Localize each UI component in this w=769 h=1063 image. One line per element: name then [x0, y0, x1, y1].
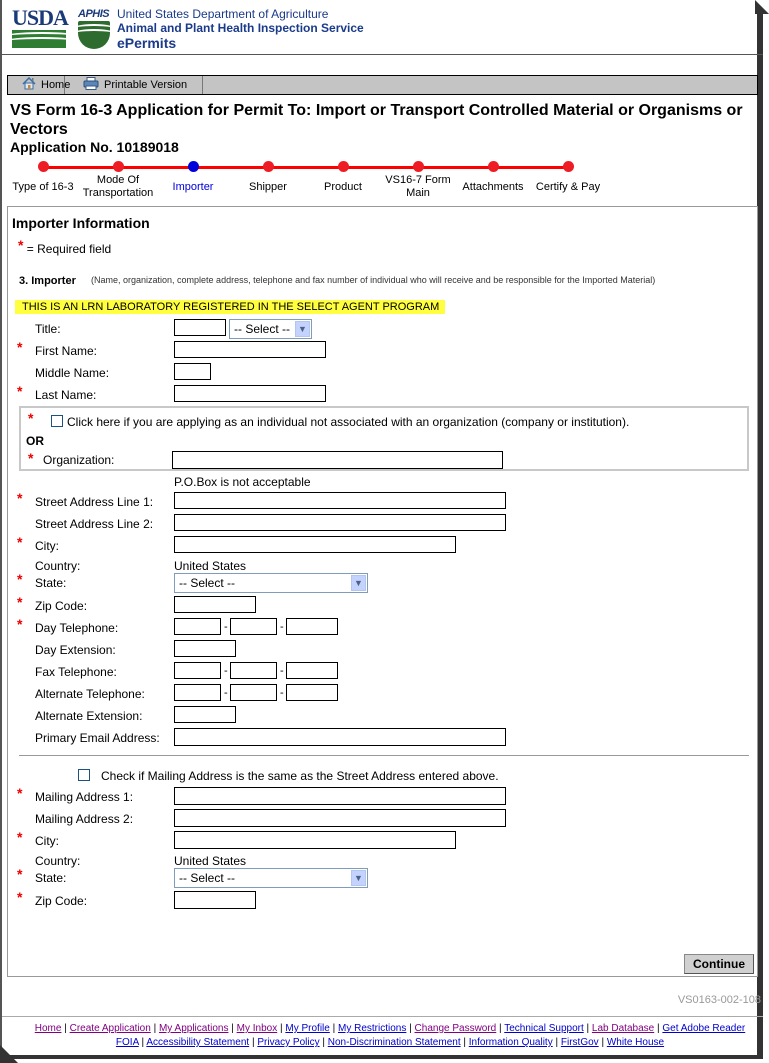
- step-type-of-16-3[interactable]: [3, 160, 83, 201]
- zip-input[interactable]: [174, 596, 256, 613]
- or-label: OR: [26, 434, 44, 448]
- organization-group: [19, 406, 749, 471]
- organization-input[interactable]: [172, 451, 503, 469]
- alt-phone-label: Alternate Telephone:: [35, 687, 145, 701]
- required-star-icon: *: [17, 534, 23, 550]
- day-ext-row: [8, 640, 748, 660]
- footer-link-information-quality[interactable]: Information Quality: [468, 1037, 553, 1048]
- day-phone-area-input[interactable]: [174, 618, 221, 635]
- step-dot-icon: [413, 161, 424, 172]
- last-name-row: [8, 385, 748, 405]
- required-star-icon: *: [28, 450, 34, 466]
- title-row: [8, 319, 748, 339]
- mail-city-row: [8, 831, 748, 851]
- step-attachments[interactable]: [453, 160, 533, 201]
- title-select-value: -- Select --: [234, 322, 291, 336]
- mail-city-label: City:: [35, 834, 59, 848]
- city-label: City:: [35, 539, 59, 553]
- day-phone-label: Day Telephone:: [35, 621, 119, 635]
- step-label: Mode Of Transportation: [82, 174, 154, 199]
- required-star-icon: *: [28, 410, 34, 426]
- step-label: Importer: [172, 180, 214, 193]
- step-shipper[interactable]: [228, 160, 308, 201]
- footer-links: [20, 1022, 760, 1050]
- middle-name-label: Middle Name:: [35, 366, 110, 380]
- importer-label: 3. Importer: [19, 275, 76, 287]
- usda-logo-band: [12, 30, 66, 48]
- mail1-input[interactable]: [174, 787, 506, 805]
- footer-link-white-house[interactable]: White House: [606, 1037, 665, 1048]
- footer-link-foia[interactable]: FOIA: [115, 1037, 139, 1048]
- footer-link-accessibility-statement[interactable]: Accessibility Statement: [146, 1037, 250, 1048]
- alt-ext-input[interactable]: [174, 706, 236, 723]
- mail-zip-label: Zip Code:: [35, 894, 88, 908]
- country-value: United States: [174, 559, 247, 573]
- aphis-shield-icon: [78, 21, 110, 49]
- footer-link-get-adobe-reader[interactable]: Get Adobe Reader: [662, 1023, 746, 1034]
- email-input[interactable]: [174, 728, 506, 746]
- alt-phone-row: [8, 684, 748, 704]
- progress-steps: [0, 160, 620, 204]
- required-star-icon: *: [17, 866, 23, 882]
- alt-ext-label: Alternate Extension:: [35, 709, 143, 723]
- step-vs16-7-form-main[interactable]: [378, 160, 458, 201]
- step-product[interactable]: [303, 160, 383, 201]
- footer-separator: |: [64, 1023, 67, 1034]
- step-label: Shipper: [249, 180, 287, 193]
- fax-line-input[interactable]: [286, 662, 338, 679]
- step-dot-icon: [563, 161, 574, 172]
- footer-separator: |: [279, 1023, 283, 1034]
- phone-separator: -: [224, 687, 228, 699]
- footer-link-change-password[interactable]: Change Password: [414, 1023, 497, 1034]
- continue-button[interactable]: Continue: [684, 954, 754, 974]
- email-row: [8, 728, 748, 748]
- step-certify-pay[interactable]: [528, 160, 608, 201]
- required-star-icon: *: [17, 889, 23, 905]
- alt-ext-row: [8, 706, 748, 726]
- footer-row-2: [20, 1036, 760, 1050]
- street2-row: [8, 514, 748, 534]
- required-star-icon: *: [17, 490, 23, 506]
- middle-name-row: [8, 363, 748, 383]
- home-label: Home: [41, 79, 71, 91]
- footer-link-my-applications[interactable]: My Applications: [158, 1023, 229, 1034]
- footer-link-my-inbox[interactable]: My Inbox: [236, 1023, 278, 1034]
- app-name: ePermits: [117, 35, 177, 51]
- importer-panel: [7, 206, 758, 977]
- footer-separator: |: [322, 1037, 325, 1048]
- footer-link-privacy-policy[interactable]: Privacy Policy: [257, 1037, 320, 1048]
- day-phone-line-input[interactable]: [286, 618, 338, 635]
- mail2-label: Mailing Address 2:: [35, 812, 134, 826]
- section-title: Importer Information: [12, 215, 150, 231]
- street1-label: Street Address Line 1:: [35, 495, 154, 509]
- footer-separator: |: [332, 1023, 336, 1034]
- footer-separator: |: [601, 1037, 605, 1048]
- usda-logo-text: USDA: [12, 5, 68, 30]
- phone-separator: -: [280, 687, 284, 699]
- middle-name-input[interactable]: [174, 363, 211, 380]
- required-star-icon: *: [17, 616, 23, 632]
- mail-state-row: [8, 868, 748, 888]
- phone-separator: -: [224, 621, 228, 633]
- mail-country-value: United States: [174, 854, 247, 868]
- mail1-label: Mailing Address 1:: [35, 790, 134, 804]
- chevron-down-icon: ▼: [351, 870, 366, 886]
- agency-line-1: United States Department of Agriculture: [117, 7, 329, 21]
- version-label: VS0163-002-108: [677, 994, 761, 1006]
- day-phone-row: [8, 618, 748, 638]
- individual-checkbox[interactable]: [51, 415, 63, 427]
- step-label: Certify & Pay: [535, 180, 601, 193]
- home-button[interactable]: [8, 76, 71, 94]
- printer-icon: [83, 77, 99, 93]
- aphis-logo-text: APHIS: [78, 8, 110, 20]
- phone-separator: -: [224, 665, 228, 677]
- phone-separator: -: [280, 665, 284, 677]
- title-select[interactable]: [229, 319, 312, 339]
- step-label: VS16-7 Form Main: [385, 174, 451, 199]
- email-label: Primary Email Address:: [35, 731, 160, 745]
- zip-row: [8, 596, 748, 616]
- step-dot-icon: [263, 161, 274, 172]
- chevron-down-icon: ▼: [295, 321, 310, 337]
- footer-separator: |: [141, 1037, 145, 1048]
- footer-separator: |: [153, 1023, 157, 1034]
- street2-label: Street Address Line 2:: [35, 517, 154, 531]
- step-mode-of-transportation[interactable]: [78, 160, 158, 201]
- mail2-input[interactable]: [174, 809, 506, 827]
- page-title: VS Form 16-3 Application for Permit To: Import or Transport Controlled Material or Organisms or Vectors: [10, 102, 743, 138]
- footer-link-my-restrictions[interactable]: My Restrictions: [338, 1023, 407, 1034]
- required-star-icon: *: [17, 829, 23, 845]
- window-corner: [0, 1045, 18, 1063]
- pobox-hint: P.O.Box is not acceptable: [174, 475, 311, 489]
- agency-line-2: Animal and Plant Health Inspection Service: [117, 21, 364, 35]
- footer-separator: |: [463, 1037, 466, 1048]
- first-name-input[interactable]: [174, 341, 326, 358]
- usda-logo: [12, 5, 68, 48]
- day-ext-label: Day Extension:: [35, 643, 116, 657]
- mailing-same-checkbox[interactable]: [78, 769, 90, 781]
- mailing-same-label: Check if Mailing Address is the same as the Street Address entered above.: [101, 769, 499, 783]
- step-label: Product: [324, 180, 362, 193]
- city-input[interactable]: [174, 536, 456, 553]
- required-star-icon: *: [17, 785, 23, 801]
- last-name-label: Last Name:: [35, 388, 97, 402]
- first-name-label: First Name:: [35, 344, 98, 358]
- street2-input[interactable]: [174, 514, 506, 531]
- footer-link-create-application[interactable]: Create Application: [69, 1023, 151, 1034]
- footer-divider: [2, 1016, 763, 1017]
- required-legend-text: = Required field: [26, 242, 112, 256]
- house-icon: [22, 77, 36, 93]
- required-legend: [18, 237, 112, 256]
- title-label: Title:: [35, 322, 61, 336]
- step-dot-icon: [188, 161, 199, 172]
- footer-separator: |: [409, 1023, 412, 1034]
- footer-row-1: [20, 1022, 760, 1036]
- mail-country-label: Country:: [35, 854, 81, 868]
- footer-link-lab-database[interactable]: Lab Database: [591, 1023, 655, 1034]
- step-label: Attachments: [462, 180, 524, 193]
- last-name-input[interactable]: [174, 385, 326, 402]
- step-importer[interactable]: [153, 160, 233, 201]
- street1-row: [8, 492, 748, 512]
- mail-state-select[interactable]: [174, 868, 368, 888]
- fax-label: Fax Telephone:: [35, 665, 117, 679]
- toolbar: [7, 75, 758, 95]
- aphis-logo: [78, 8, 112, 48]
- footer-link-my-profile[interactable]: My Profile: [285, 1023, 330, 1034]
- alt-phone-prefix-input[interactable]: [230, 684, 277, 701]
- fax-row: [8, 662, 748, 682]
- street1-input[interactable]: [174, 492, 506, 509]
- mail-state-select-value: -- Select --: [179, 871, 236, 885]
- state-label: State:: [35, 576, 67, 590]
- printable-version-button[interactable]: [65, 76, 203, 94]
- section-divider: [19, 755, 749, 756]
- required-star-icon: *: [17, 571, 23, 587]
- footer-separator: |: [656, 1023, 660, 1034]
- state-select-value: -- Select --: [179, 576, 236, 590]
- application-number: Application No. 10189018: [10, 139, 179, 155]
- step-dot-icon: [338, 161, 349, 172]
- state-select[interactable]: [174, 573, 368, 593]
- mail-zip-row: [8, 891, 748, 911]
- city-row: [8, 536, 748, 556]
- footer-separator: |: [251, 1037, 255, 1048]
- mail-city-input[interactable]: [174, 831, 456, 849]
- footer-link-non-discrimination-statement[interactable]: Non-Discrimination Statement: [327, 1037, 461, 1048]
- footer-link-home[interactable]: Home: [34, 1023, 62, 1034]
- country-label: Country:: [35, 559, 81, 573]
- agency-name: [117, 7, 364, 51]
- step-label: Type of 16-3: [12, 180, 74, 193]
- mail-zip-input[interactable]: [174, 891, 256, 909]
- title-input[interactable]: [174, 319, 226, 336]
- required-star-icon: *: [17, 383, 23, 399]
- alt-phone-area-input[interactable]: [174, 684, 221, 701]
- required-star-icon: *: [17, 339, 23, 355]
- chevron-down-icon: ▼: [351, 575, 366, 591]
- alt-phone-line-input[interactable]: [286, 684, 338, 701]
- day-phone-prefix-input[interactable]: [230, 618, 277, 635]
- step-dot-icon: [113, 161, 124, 172]
- step-dot-icon: [488, 161, 499, 172]
- footer-separator: |: [231, 1023, 234, 1034]
- footer-link-technical-support[interactable]: Technical Support: [504, 1023, 584, 1034]
- footer-separator: |: [555, 1037, 559, 1048]
- state-row: [8, 573, 748, 593]
- first-name-row: [8, 341, 748, 361]
- importer-description: (Name, organization, complete address, telephone and fax number of individual who will receive and be responsible for the Imported Material): [91, 275, 656, 285]
- footer-separator: |: [586, 1023, 590, 1034]
- required-star-icon: *: [17, 594, 23, 610]
- individual-checkbox-label: Click here if you are applying as an individual not associated with an organization (company or institution).: [67, 415, 630, 429]
- organization-label: Organization:: [43, 453, 115, 467]
- mail-state-label: State:: [35, 871, 67, 885]
- footer-separator: |: [499, 1023, 502, 1034]
- site-header: [2, 0, 763, 55]
- zip-label: Zip Code:: [35, 599, 88, 613]
- mail1-row: [8, 787, 748, 807]
- mail2-row: [8, 809, 748, 829]
- step-dot-icon: [38, 161, 49, 172]
- fax-prefix-input[interactable]: [230, 662, 277, 679]
- printable-version-label: Printable Version: [104, 79, 188, 91]
- day-ext-input[interactable]: [174, 640, 236, 657]
- lrn-notice: THIS IS AN LRN LABORATORY REGISTERED IN THE SELECT AGENT PROGRAM: [15, 300, 445, 314]
- phone-separator: -: [280, 621, 284, 633]
- footer-link-firstgov[interactable]: FirstGov: [560, 1037, 599, 1048]
- fax-area-input[interactable]: [174, 662, 221, 679]
- required-star-icon: *: [18, 237, 24, 253]
